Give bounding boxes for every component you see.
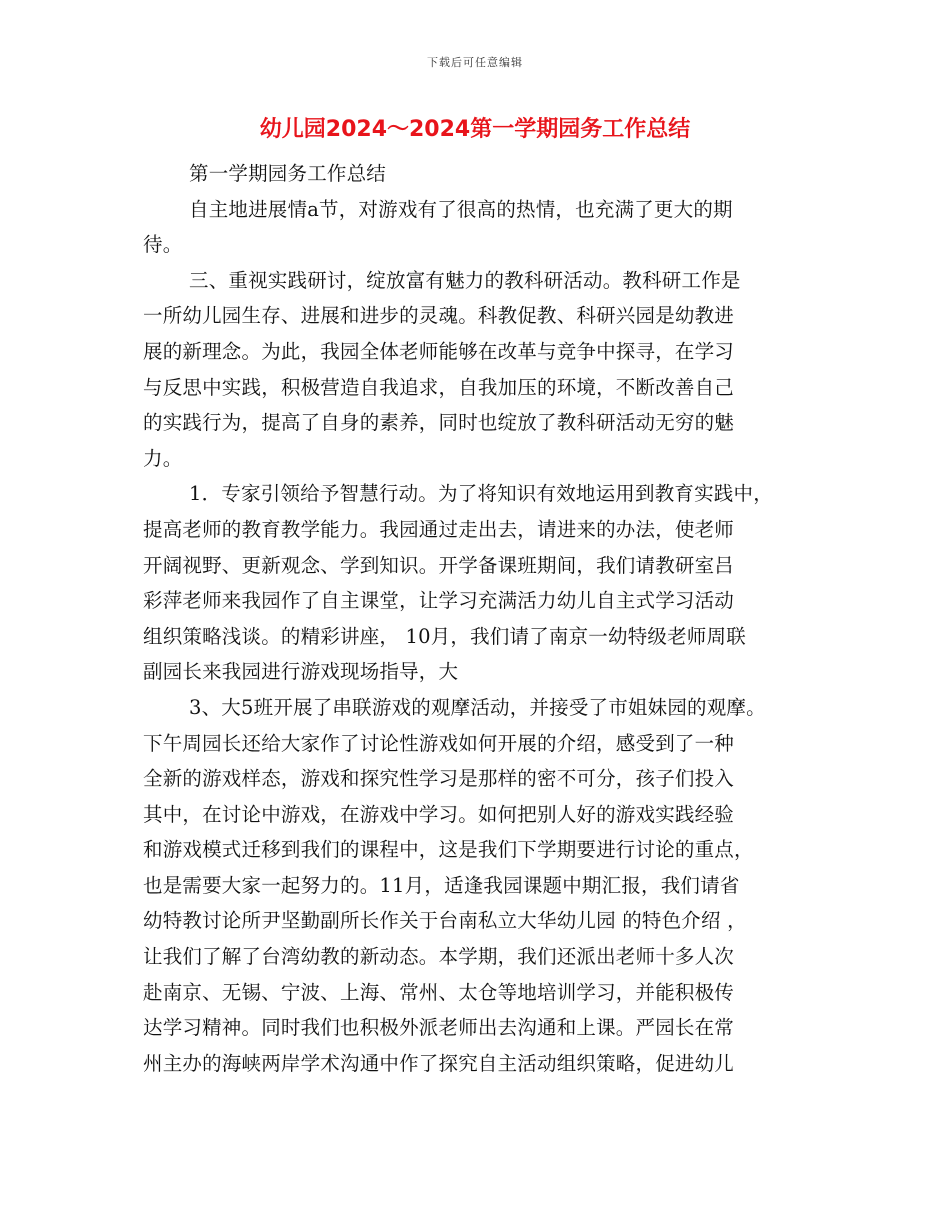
paragraph-line: 彩萍老师来我园作了自主课堂，让学习充满活力幼儿自主式学习活动 xyxy=(143,589,735,613)
paragraph-line: 第一学期园务工作总结 xyxy=(189,162,387,185)
paragraph-line: 达学习精神。同时我们也积极外派老师出去沟通和上课。严园长在常 xyxy=(143,1016,735,1040)
paragraph-line: 组织策略浅谈。的精彩讲座， 10月，我们请了南京一幼特级老师周联 xyxy=(143,624,746,648)
paragraph-line: 和游戏模式迁移到我们的课程中，这是我们下学期要进行讨论的重点， xyxy=(143,838,754,862)
paragraph-line: 三、重视实践研讨，绽放富有魅力的教科研活动。教科研工作是 xyxy=(189,268,741,292)
paragraph-line: 1．专家引领给予智慧行动。为了将知识有效地运用到教育实践中， xyxy=(189,482,773,506)
paragraph-line: 力。 xyxy=(143,446,183,470)
paragraph-line: 提高老师的教育教学能力。我园通过走出去，请进来的办法，使老师 xyxy=(143,517,735,541)
header-note: 下载后可任意编辑 xyxy=(427,56,523,69)
paragraph-line: 也是需要大家一起努力的。11月，适逢我园课题中期汇报，我们请省 xyxy=(143,873,740,897)
paragraph-line: 一所幼儿园生存、进展和进步的灵魂。科教促教、科研兴园是幼教进 xyxy=(143,304,735,328)
paragraph-line: 3、大5班开展了串联游戏的观摩活动，并接受了市姐妹园的观摩。 xyxy=(189,695,766,719)
paragraph-line: 全新的游戏样态，游戏和探究性学习是那样的密不可分，孩子们投入 xyxy=(143,767,735,791)
paragraph-line: 州主办的海峡两岸学术沟通中作了探究自主活动组织策略，促进幼儿 xyxy=(143,1051,735,1075)
document-body xyxy=(143,156,823,1081)
paragraph-line: 展的新理念。为此，我园全体老师能够在改革与竞争中探寻，在学习 xyxy=(143,339,735,363)
paragraph-line: 与反思中实践，积极营造自我追求，自我加压的环境，不断改善自己 xyxy=(143,375,735,399)
paragraph-line: 下午周园长还给大家作了讨论性游戏如何开展的介绍，感受到了一种 xyxy=(143,731,735,755)
paragraph-line: 幼特教讨论所尹坚勤副所长作关于台南私立大华幼儿园 的特色介绍 ， xyxy=(143,909,747,933)
paragraph-line: 副园长来我园进行游戏现场指导，大 xyxy=(143,660,459,684)
paragraph-line: 自主地进展情a节，对游戏有了很高的热情，也充满了更大的期 xyxy=(189,197,733,221)
paragraph-line: 赴南京、无锡、宁波、上海、常州、太仓等地培训学习，并能积极传 xyxy=(143,980,735,1004)
document-title: 幼儿园2024～2024第一学期园务工作总结 xyxy=(259,117,691,142)
paragraph-line: 开阔视野、更新观念、学到知识。开学备课班期间，我们请教研室吕 xyxy=(143,553,735,577)
paragraph-line: 其中，在讨论中游戏，在游戏中学习。如何把别人好的游戏实践经验 xyxy=(143,802,735,826)
paragraph-line: 让我们了解了台湾幼教的新动态。本学期，我们还派出老师十多人次 xyxy=(143,945,735,969)
paragraph-line: 的实践行为，提高了自身的素养，同时也绽放了教科研活动无穷的魅 xyxy=(143,411,735,435)
paragraph-line: 待。 xyxy=(143,233,183,257)
